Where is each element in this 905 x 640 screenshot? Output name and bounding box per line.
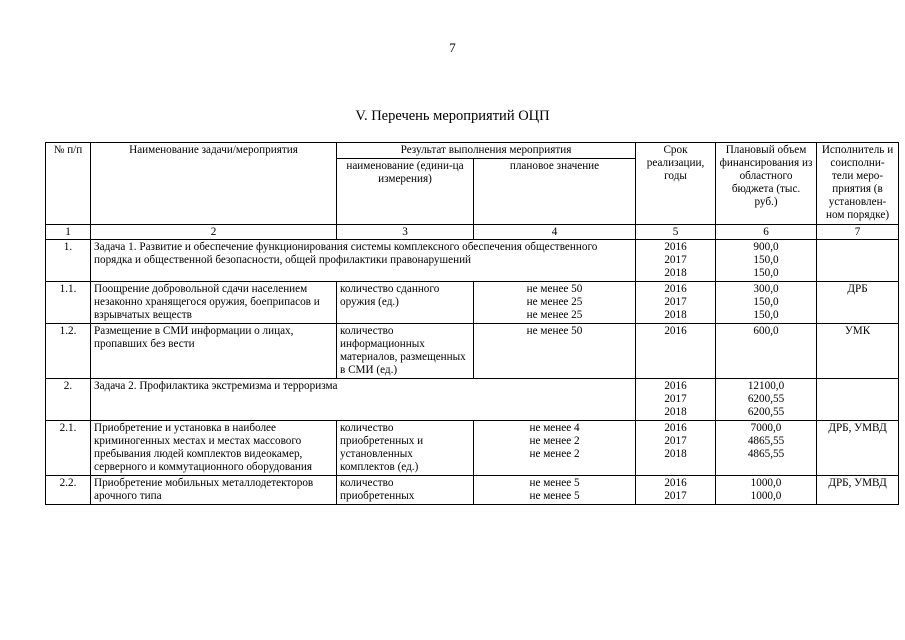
year: 2017 <box>664 393 687 405</box>
task-1-years <box>636 240 716 282</box>
activity-row-1-1 <box>46 282 899 324</box>
planned-value: не менее 4 <box>529 422 580 434</box>
amount: 7000,0 <box>750 422 782 434</box>
planned-value: не менее 5 <box>529 477 580 489</box>
year: 2017 <box>664 490 687 502</box>
activity-2-2-name: Приобретение мобильных металлодетекторов арочного типа <box>91 476 337 505</box>
activity-2-2-amounts <box>716 476 817 505</box>
page-number: 7 <box>449 40 456 55</box>
activity-1-1-num: 1.1. <box>46 282 91 324</box>
amount: 150,0 <box>753 254 779 266</box>
activity-2-2-result-name: количество приобретенных <box>337 476 474 505</box>
header-result-name: наименование (едини-ца измерения) <box>337 159 474 225</box>
activity-1-1-years <box>636 282 716 324</box>
activity-2-1-num: 2.1. <box>46 421 91 476</box>
amount: 150,0 <box>753 309 779 321</box>
amount: 1000,0 <box>750 477 782 489</box>
task-2-num: 2. <box>46 379 91 421</box>
activity-row-1-2 <box>46 324 899 379</box>
year: 2016 <box>664 422 687 434</box>
activity-2-2-years <box>636 476 716 505</box>
activity-1-2-result-name: количество информационных материалов, размещенных в СМИ (ед.) <box>337 324 474 379</box>
activity-row-2-2 <box>46 476 899 505</box>
year: 2018 <box>664 267 687 279</box>
col-num-4: 4 <box>474 225 636 240</box>
activity-1-1-executor: ДРБ <box>817 282 899 324</box>
task-2-years <box>636 379 716 421</box>
activity-1-1-name: Поощрение добровольной сдачи населением незаконно хранящегося оружия, боеприпасов и взрывчатых веществ <box>91 282 337 324</box>
activity-1-2-executor: УМК <box>817 324 899 379</box>
amount: 150,0 <box>753 267 779 279</box>
col-num-3: 3 <box>337 225 474 240</box>
year: 2017 <box>664 254 687 266</box>
activity-2-2-values <box>474 476 636 505</box>
amount: 900,0 <box>753 241 779 253</box>
year: 2016 <box>664 477 687 489</box>
amount: 300,0 <box>753 283 779 295</box>
header-executor: Исполнитель и соисполни-тели меро-приятия (в установлен-ном порядке) <box>817 143 899 225</box>
amount: 1000,0 <box>750 490 782 502</box>
task-2-amounts <box>716 379 817 421</box>
task-1-executor <box>817 240 899 282</box>
col-num-7: 7 <box>817 225 899 240</box>
activity-2-2-executor: ДРБ, УМВД <box>817 476 899 505</box>
amount: 12100,0 <box>747 380 785 392</box>
activities-table <box>45 142 899 505</box>
activity-1-1-amounts <box>716 282 817 324</box>
activity-1-2-amounts: 600,0 <box>716 324 817 379</box>
section-title: V. Перечень мероприятий ОЦП <box>355 108 550 124</box>
year: 2016 <box>664 241 687 253</box>
activity-2-1-values <box>474 421 636 476</box>
amount: 4865,55 <box>747 448 785 460</box>
task-1-amounts <box>716 240 817 282</box>
col-num-5: 5 <box>636 225 716 240</box>
task-row-1 <box>46 240 899 282</box>
col-num-2: 2 <box>91 225 337 240</box>
activity-2-1-years <box>636 421 716 476</box>
header-term: Срок реализации, годы <box>636 143 716 225</box>
year: 2017 <box>664 296 687 308</box>
year: 2017 <box>664 435 687 447</box>
amount: 4865,55 <box>747 435 785 447</box>
activity-2-1-result-name: количество приобретенных и установленных комплектов (ед.) <box>337 421 474 476</box>
planned-value: не менее 25 <box>526 296 583 308</box>
task-2-executor <box>817 379 899 421</box>
activity-1-1-values <box>474 282 636 324</box>
activity-1-1-result-name: количество сданного оружия (ед.) <box>337 282 474 324</box>
header-name: Наименование задачи/мероприятия <box>91 143 337 225</box>
planned-value: не менее 2 <box>529 448 580 460</box>
planned-value: не менее 50 <box>526 283 583 295</box>
header-num: № п/п <box>46 143 91 225</box>
activity-2-1-executor: ДРБ, УМВД <box>817 421 899 476</box>
activity-1-2-num: 1.2. <box>46 324 91 379</box>
amount: 6200,55 <box>747 393 785 405</box>
col-num-6: 6 <box>716 225 817 240</box>
header-funding: Плановый объем финансирования из областного бюджета (тыс. руб.) <box>716 143 817 225</box>
activity-2-1-amounts <box>716 421 817 476</box>
activity-1-2-values: не менее 50 <box>474 324 636 379</box>
column-number-row <box>46 225 899 240</box>
year: 2018 <box>664 309 687 321</box>
task-2-name: Задача 2. Профилактика экстремизма и терроризма <box>91 379 636 421</box>
activity-2-1-name: Приобретение и установка в наиболее криминогенных местах и местах массового пребывания людей комплектов видеокамер, серверного и коммутационного оборудования <box>91 421 337 476</box>
col-num-1: 1 <box>46 225 91 240</box>
amount: 150,0 <box>753 296 779 308</box>
task-1-name: Задача 1. Развитие и обеспечение функционирования системы комплексного обеспечения общественного порядка и общественной безопасности, общей профилактики правонарушений <box>91 240 636 282</box>
header-result: Результат выполнения мероприятия <box>337 143 636 159</box>
amount: 6200,55 <box>747 406 785 418</box>
year: 2018 <box>664 406 687 418</box>
planned-value: не менее 2 <box>529 435 580 447</box>
task-1-num: 1. <box>46 240 91 282</box>
header-row <box>46 143 899 159</box>
activity-2-2-num: 2.2. <box>46 476 91 505</box>
year: 2016 <box>664 380 687 392</box>
header-result-value: плановое значение <box>474 159 636 225</box>
planned-value: не менее 5 <box>529 490 580 502</box>
activity-1-2-years: 2016 <box>636 324 716 379</box>
activity-row-2-1 <box>46 421 899 476</box>
activity-1-2-name: Размещение в СМИ информации о лицах, пропавших без вести <box>91 324 337 379</box>
task-row-2 <box>46 379 899 421</box>
year: 2018 <box>664 448 687 460</box>
planned-value: не менее 25 <box>526 309 583 321</box>
year: 2016 <box>664 283 687 295</box>
